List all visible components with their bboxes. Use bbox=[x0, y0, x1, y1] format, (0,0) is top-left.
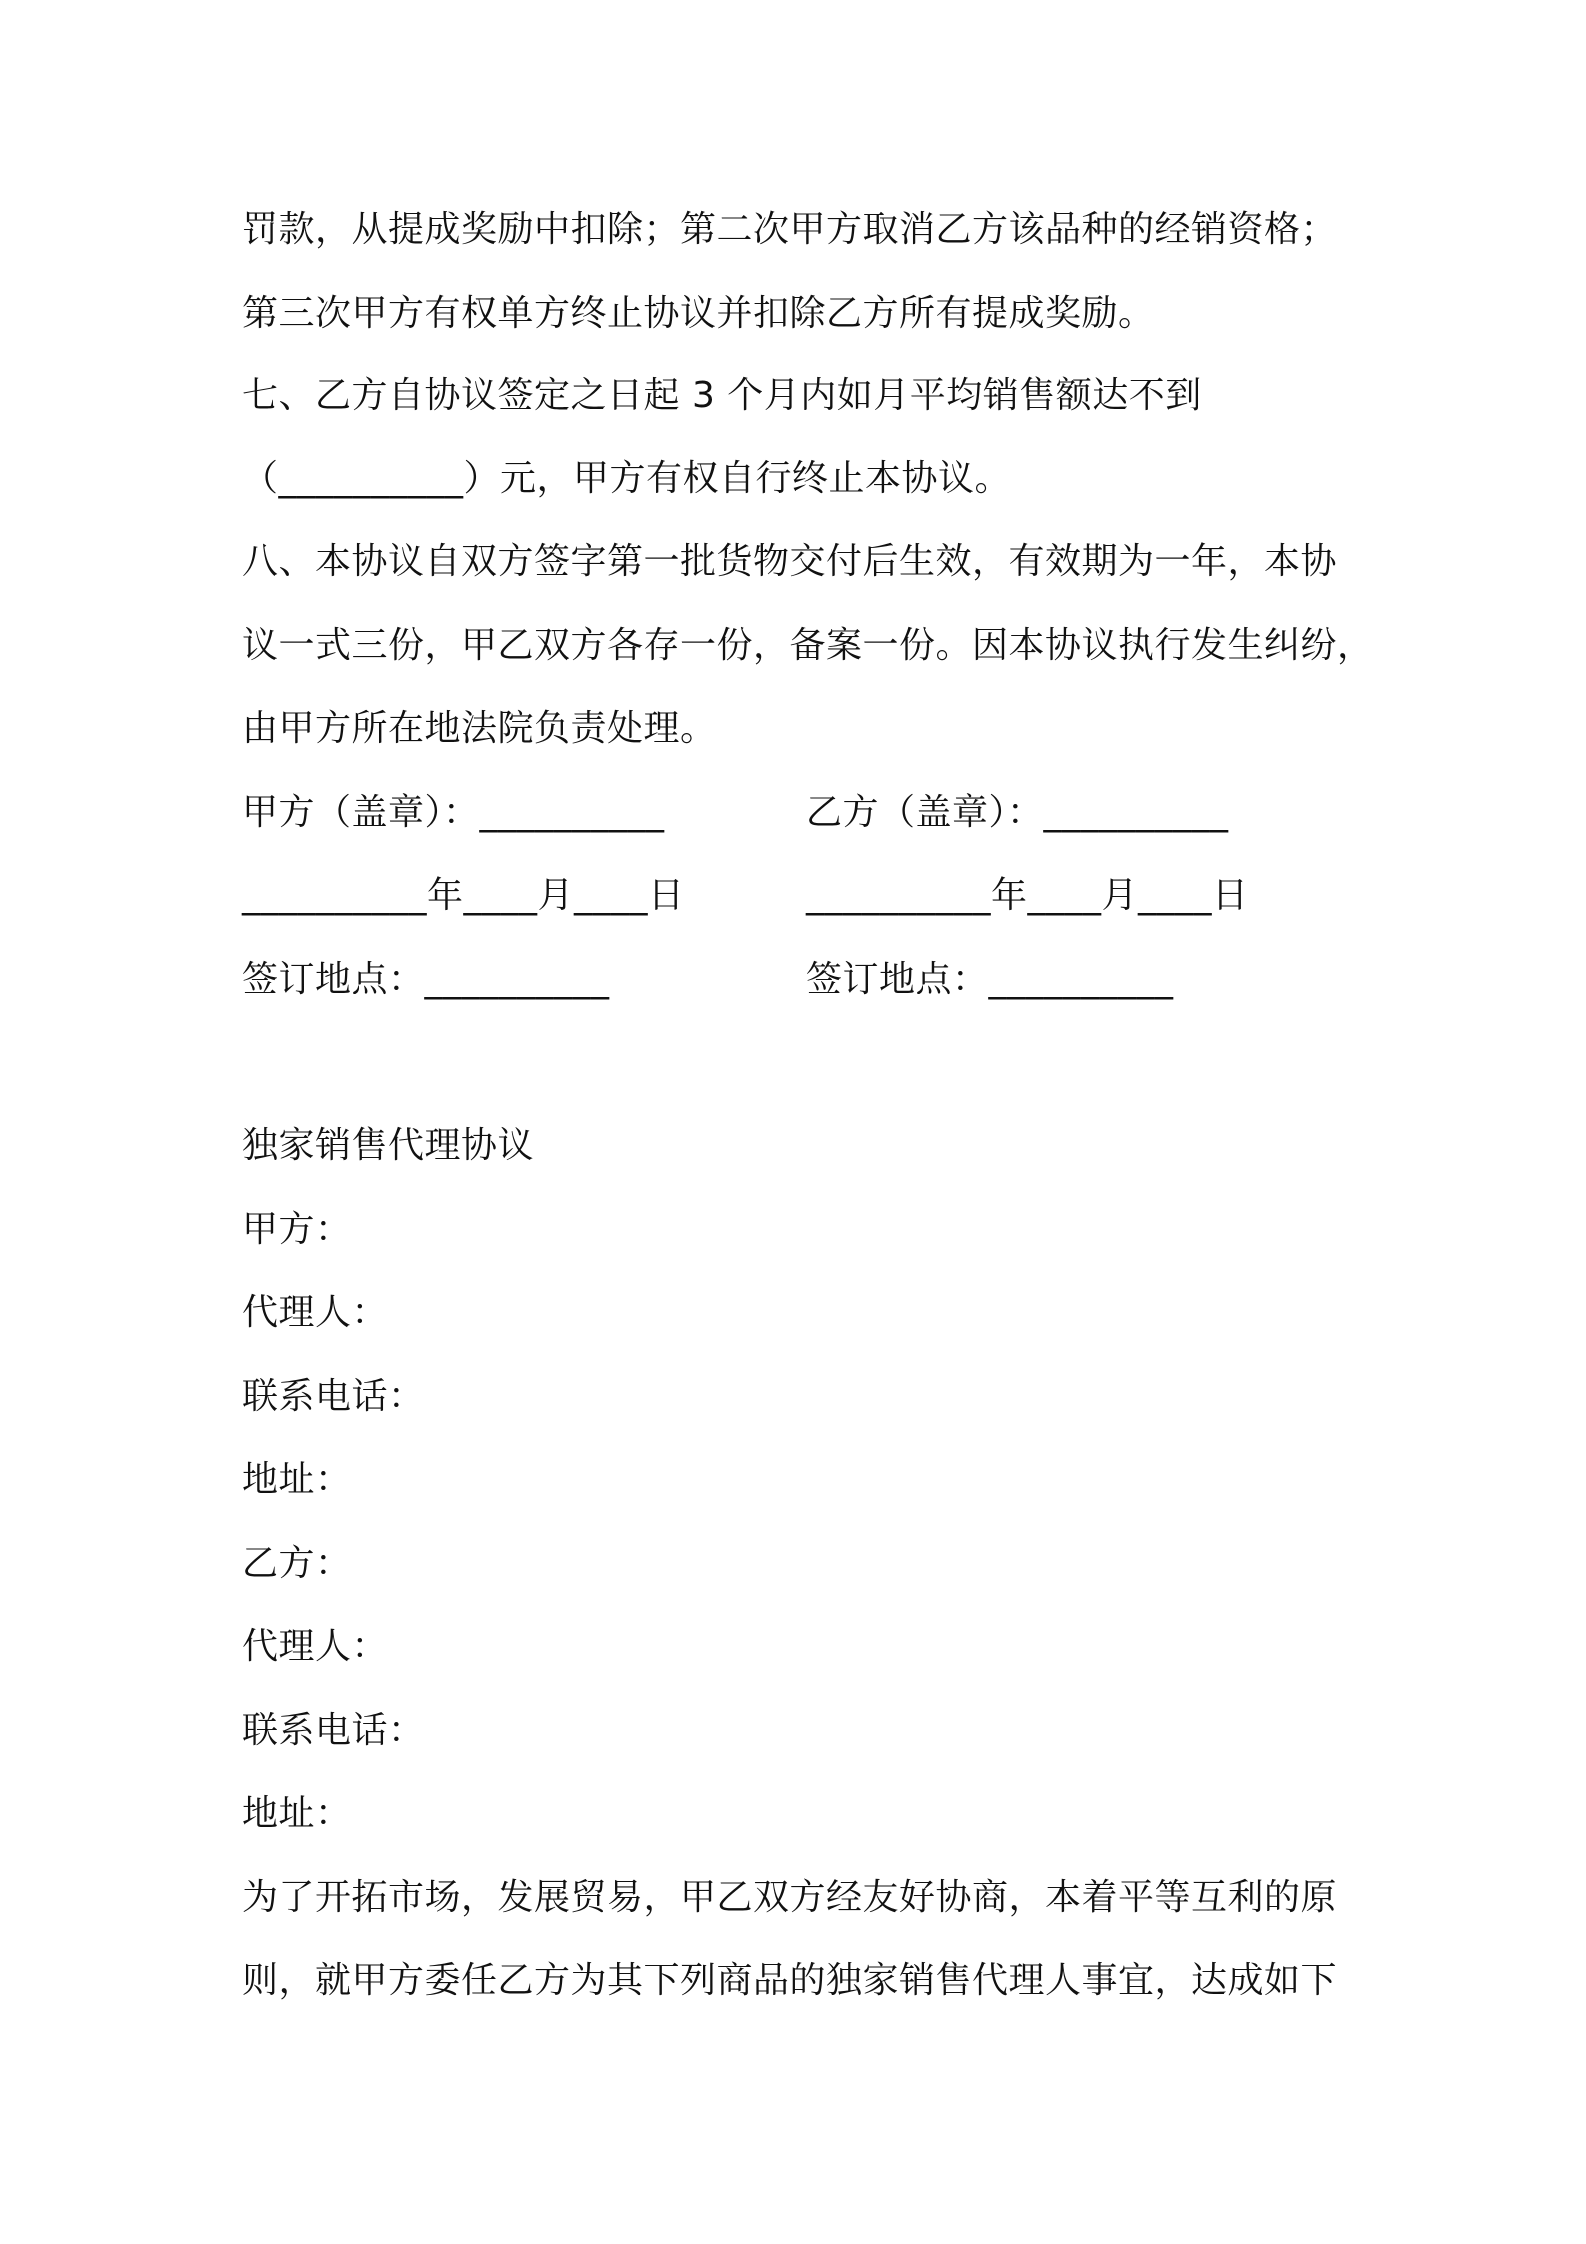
party-b-seal: 乙方（盖章）：__________ bbox=[806, 792, 1229, 833]
field-address-a: 地址： bbox=[242, 1459, 352, 1500]
field-agent-b: 代理人： bbox=[242, 1626, 389, 1667]
intro-line-2: 则，就甲方委任乙方为其下列商品的独家销售代理人事宜，达成如下 bbox=[242, 1960, 1338, 2001]
party-b-date: __________年____月____日 bbox=[806, 875, 1249, 916]
field-agent-a: 代理人： bbox=[242, 1292, 389, 1333]
clause-eight-line-3: 由甲方所在地法院负责处理。 bbox=[242, 708, 717, 749]
clause-eight-line-1: 八、本协议自双方签字第一批货物交付后生效，有效期为一年，本协 bbox=[242, 541, 1338, 582]
clause-eight-line-2: 议一式三份，甲乙双方各存一份，备案一份。因本协议执行发生纠纷， bbox=[242, 625, 1374, 666]
party-a-seal: 甲方（盖章）：__________ bbox=[242, 792, 665, 833]
field-phone-b: 联系电话： bbox=[242, 1710, 425, 1751]
party-b-place: 签订地点：__________ bbox=[806, 959, 1174, 1000]
clause-seven-line-2: （__________）元，甲方有权自行终止本协议。 bbox=[242, 458, 1012, 499]
field-address-b: 地址： bbox=[242, 1793, 352, 1834]
clause-seven-line-1: 七、乙方自协议签定之日起 3 个月内如月平均销售额达不到 bbox=[242, 375, 1202, 416]
clause-line-2: 第三次甲方有权单方终止协议并扣除乙方所有提成奖励。 bbox=[242, 293, 1155, 334]
intro-line-1: 为了开拓市场，发展贸易，甲乙双方经友好协商，本着平等互利的原 bbox=[242, 1877, 1338, 1918]
party-a-date: __________年____月____日 bbox=[242, 875, 685, 916]
field-party-b: 乙方： bbox=[242, 1543, 352, 1584]
agreement-title: 独家销售代理协议 bbox=[242, 1125, 535, 1166]
field-party-a: 甲方： bbox=[242, 1209, 352, 1250]
clause-line-1: 罚款，从提成奖励中扣除；第二次甲方取消乙方该品种的经销资格； bbox=[242, 209, 1338, 250]
field-phone-a: 联系电话： bbox=[242, 1376, 425, 1417]
party-a-place: 签订地点：__________ bbox=[242, 959, 610, 1000]
